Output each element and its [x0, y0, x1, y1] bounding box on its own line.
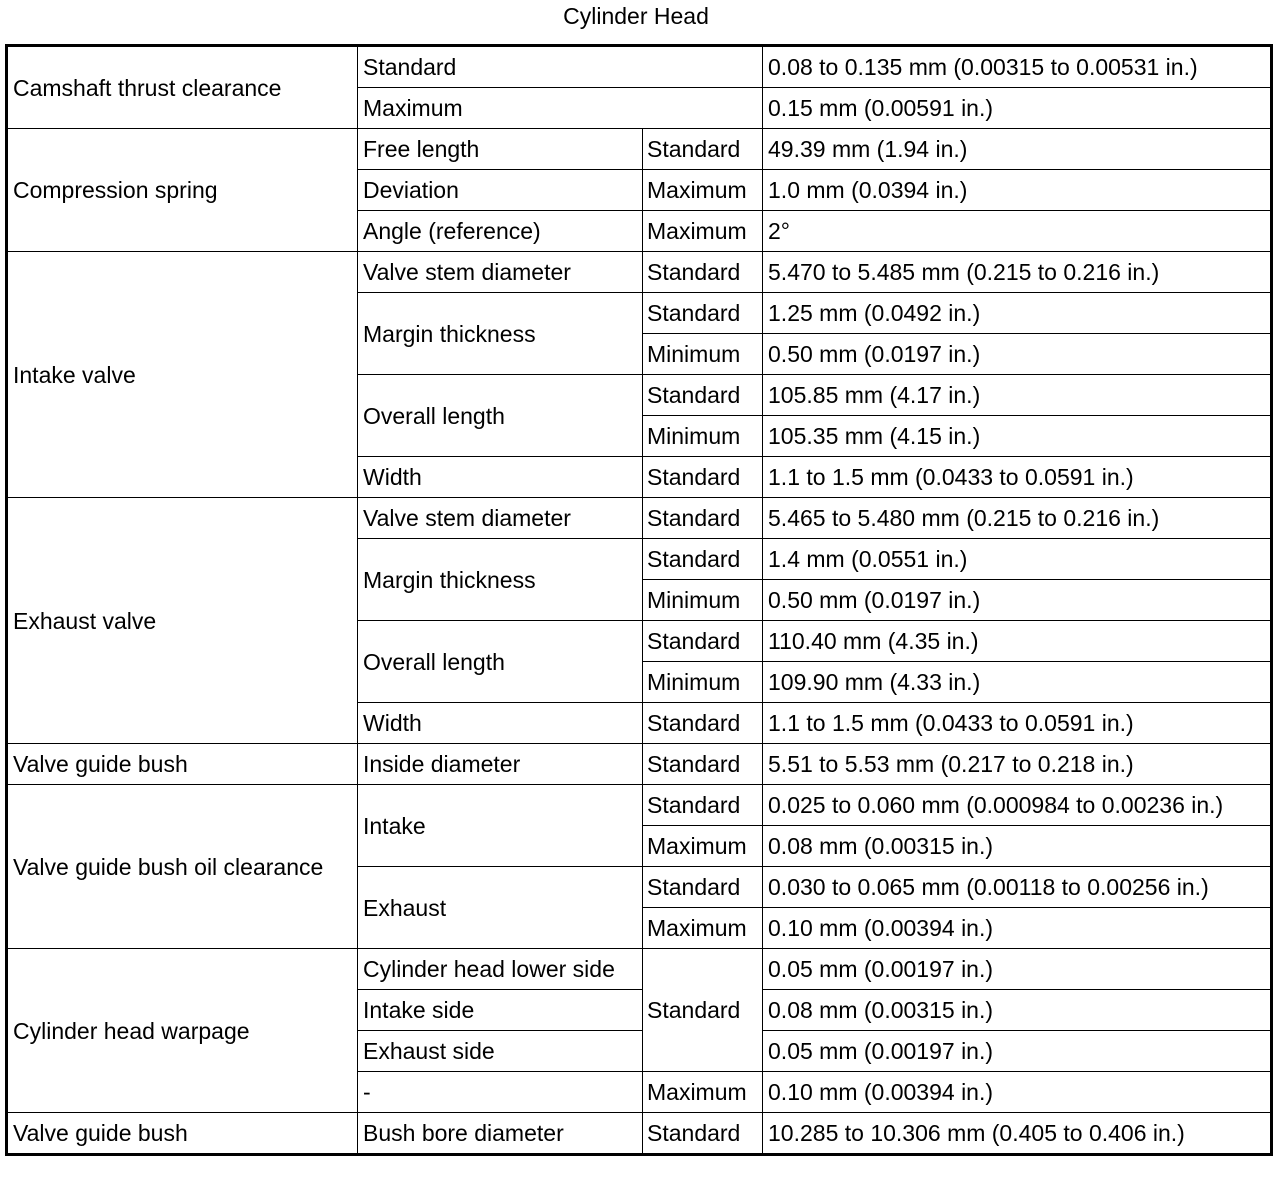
item-exhaust-valve: Exhaust valve	[7, 498, 358, 744]
value-cell: 1.1 to 1.5 mm (0.0433 to 0.0591 in.)	[763, 703, 1272, 744]
sub-item-cell: Valve stem diameter	[358, 498, 643, 539]
condition-cell: Maximum	[643, 211, 763, 252]
sub-item-cell: Intake	[358, 785, 643, 867]
condition-cell: Standard	[643, 867, 763, 908]
condition-cell: Standard	[643, 703, 763, 744]
sub-item-cell: Bush bore diameter	[358, 1113, 643, 1155]
sub-item-cell: Valve stem diameter	[358, 252, 643, 293]
condition-cell: Standard	[643, 1113, 763, 1155]
item-cylinder-head-warpage: Cylinder head warpage	[7, 949, 358, 1113]
value-cell: 5.470 to 5.485 mm (0.215 to 0.216 in.)	[763, 252, 1272, 293]
value-cell: 109.90 mm (4.33 in.)	[763, 662, 1272, 703]
item-intake-valve: Intake valve	[7, 252, 358, 498]
sub-item-cell: Exhaust side	[358, 1031, 643, 1072]
value-cell: 1.4 mm (0.0551 in.)	[763, 539, 1272, 580]
value-cell: 1.1 to 1.5 mm (0.0433 to 0.0591 in.)	[763, 457, 1272, 498]
value-cell: 0.08 mm (0.00315 in.)	[763, 990, 1272, 1031]
value-cell: 0.05 mm (0.00197 in.)	[763, 1031, 1272, 1072]
table-row	[7, 252, 1272, 293]
value-cell: 0.05 mm (0.00197 in.)	[763, 949, 1272, 990]
value-cell: 0.08 mm (0.00315 in.)	[763, 826, 1272, 867]
table-row	[7, 1113, 1272, 1155]
condition-cell: Maximum	[643, 170, 763, 211]
item-compression-spring: Compression spring	[7, 129, 358, 252]
value-cell: 10.285 to 10.306 mm (0.405 to 0.406 in.)	[763, 1113, 1272, 1155]
value-cell: 2°	[763, 211, 1272, 252]
item-camshaft-thrust-clearance: Camshaft thrust clearance	[7, 46, 358, 129]
condition-cell: Standard	[643, 457, 763, 498]
value-cell: 49.39 mm (1.94 in.)	[763, 129, 1272, 170]
value-cell: 1.25 mm (0.0492 in.)	[763, 293, 1272, 334]
value-cell: 0.15 mm (0.00591 in.)	[763, 88, 1272, 129]
sub-item-cell: Margin thickness	[358, 293, 643, 375]
condition-cell: Maximum	[643, 908, 763, 949]
sub-item-cell: Width	[358, 457, 643, 498]
sub-item-cell: Inside diameter	[358, 744, 643, 785]
condition-cell: Standard	[643, 621, 763, 662]
item-valve-guide-bush-oil-clearance: Valve guide bush oil clearance	[7, 785, 358, 949]
item-valve-guide-bush: Valve guide bush	[7, 744, 358, 785]
condition-cell: Standard	[643, 498, 763, 539]
value-cell: 105.85 mm (4.17 in.)	[763, 375, 1272, 416]
sub-item-cell: Deviation	[358, 170, 643, 211]
condition-cell: Minimum	[643, 416, 763, 457]
sub-item-cell: Cylinder head lower side	[358, 949, 643, 990]
value-cell: 0.030 to 0.065 mm (0.00118 to 0.00256 in.)	[763, 867, 1272, 908]
table-row	[7, 744, 1272, 785]
condition-cell: Minimum	[643, 334, 763, 375]
condition-cell: Maximum	[358, 88, 763, 129]
sub-item-cell: Free length	[358, 129, 643, 170]
condition-cell: Standard	[643, 785, 763, 826]
condition-cell: Standard	[643, 129, 763, 170]
value-cell: 0.50 mm (0.0197 in.)	[763, 334, 1272, 375]
condition-cell: Standard	[643, 744, 763, 785]
table-row	[7, 46, 1272, 88]
condition-cell: Standard	[643, 539, 763, 580]
condition-cell: Standard	[643, 375, 763, 416]
sub-item-cell: Exhaust	[358, 867, 643, 949]
value-cell: 110.40 mm (4.35 in.)	[763, 621, 1272, 662]
condition-cell: Standard	[358, 46, 763, 88]
value-cell: 0.50 mm (0.0197 in.)	[763, 580, 1272, 621]
condition-cell: Maximum	[643, 826, 763, 867]
condition-cell: Maximum	[643, 1072, 763, 1113]
sub-item-cell: Overall length	[358, 375, 643, 457]
value-cell: 0.08 to 0.135 mm (0.00315 to 0.00531 in.)	[763, 46, 1272, 88]
value-cell: 1.0 mm (0.0394 in.)	[763, 170, 1272, 211]
condition-cell: Standard	[643, 252, 763, 293]
condition-cell: Standard	[643, 949, 763, 1072]
sub-item-cell: Overall length	[358, 621, 643, 703]
value-cell: 0.10 mm (0.00394 in.)	[763, 908, 1272, 949]
sub-item-cell: Intake side	[358, 990, 643, 1031]
value-cell: 5.465 to 5.480 mm (0.215 to 0.216 in.)	[763, 498, 1272, 539]
table-row	[7, 129, 1272, 170]
page-title: Cylinder Head	[563, 3, 709, 29]
value-cell: 105.35 mm (4.15 in.)	[763, 416, 1272, 457]
condition-cell: Minimum	[643, 580, 763, 621]
value-cell: 5.51 to 5.53 mm (0.217 to 0.218 in.)	[763, 744, 1272, 785]
table-row	[7, 785, 1272, 826]
value-cell: 0.025 to 0.060 mm (0.000984 to 0.00236 in.)	[763, 785, 1272, 826]
condition-cell: Standard	[643, 293, 763, 334]
sub-item-cell: -	[358, 1072, 643, 1113]
sub-item-cell: Margin thickness	[358, 539, 643, 621]
condition-cell: Minimum	[643, 662, 763, 703]
cylinder-head-spec-table	[5, 44, 1273, 1156]
table-row	[7, 949, 1272, 990]
item-valve-guide-bush-bore: Valve guide bush	[7, 1113, 358, 1155]
table-row	[7, 498, 1272, 539]
sub-item-cell: Width	[358, 703, 643, 744]
value-cell: 0.10 mm (0.00394 in.)	[763, 1072, 1272, 1113]
sub-item-cell: Angle (reference)	[358, 211, 643, 252]
